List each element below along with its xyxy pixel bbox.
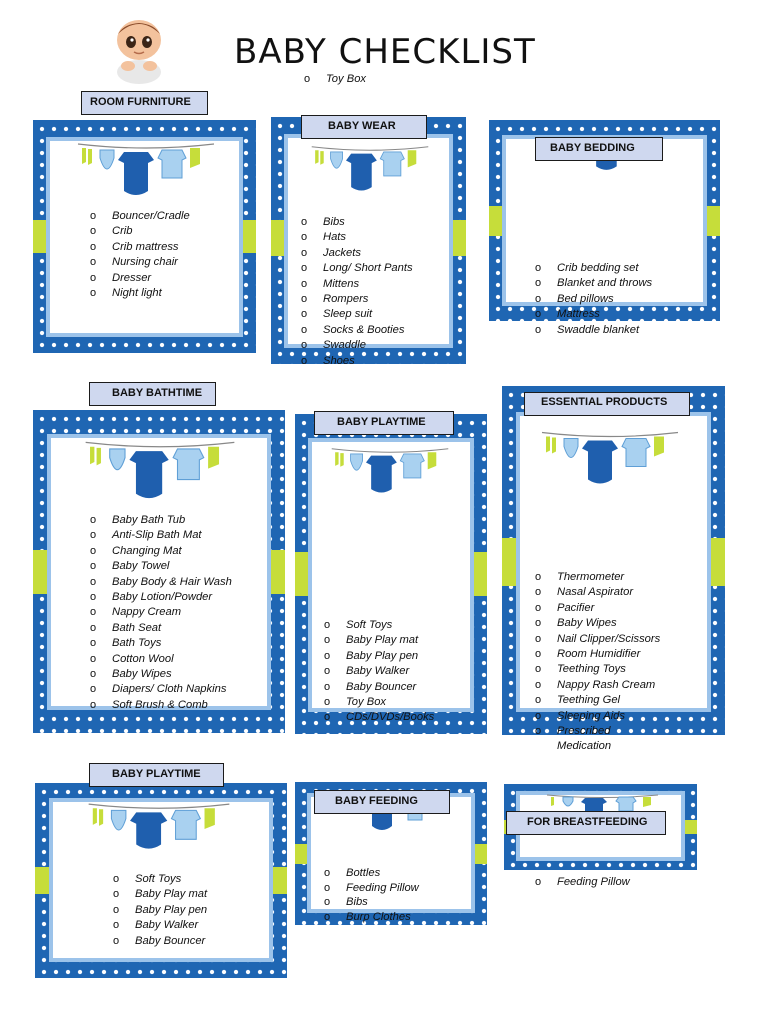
bullet: o <box>535 678 542 691</box>
list-item-text: Feeding Pillow <box>346 881 419 894</box>
list-item-text: Thermometer <box>557 571 625 583</box>
list-item-text: Soft Brush & Comb <box>112 698 208 711</box>
checklist <box>531 570 660 755</box>
list-item-text: Hats <box>323 231 347 244</box>
bullet: o <box>90 652 97 665</box>
list-item-text: Teething Toys <box>557 663 626 676</box>
list-item-text: Anti-Slip Bath Mat <box>112 529 202 542</box>
list-item <box>531 323 652 338</box>
list-item-text: Nasal Aspirator <box>557 586 634 599</box>
list-item <box>531 632 660 647</box>
bullet: o <box>113 903 120 916</box>
list-item <box>109 903 207 918</box>
clothesline-illustration-icon <box>76 140 216 210</box>
list-item-text: Cotton Wool <box>112 652 174 665</box>
bullet: o <box>90 591 97 604</box>
baby-illustration-icon <box>104 14 174 84</box>
list-item-text: Feeding Pillow <box>557 876 630 888</box>
list-item <box>320 866 419 881</box>
list-item-text: Teething Gel <box>557 694 621 707</box>
list-item <box>531 276 652 291</box>
bullet: o <box>535 323 542 336</box>
clothesline-illustration-icon <box>540 416 680 516</box>
list-item-text: Baby Play pen <box>135 903 208 916</box>
list-item-text: Nappy Rash Cream <box>557 678 656 691</box>
list-item-text: Dresser <box>112 271 152 284</box>
bullet: o <box>535 663 542 676</box>
bullet: o <box>90 683 97 696</box>
bullet: o <box>535 694 542 707</box>
list-item-text: Bibs <box>323 216 345 228</box>
section-label: ROOM FURNITURE <box>81 91 208 115</box>
bullet: o <box>324 896 331 908</box>
list-item <box>109 872 207 887</box>
list-item <box>320 664 434 679</box>
list-item <box>86 286 190 301</box>
list-item-text: Long/ Short Pants <box>323 262 413 275</box>
section-label: BABY WEAR <box>301 115 427 139</box>
list-item <box>320 710 434 725</box>
bullet: o <box>324 619 331 631</box>
bullet: o <box>90 225 97 238</box>
list-item-text: Soft Toys <box>346 619 393 631</box>
bullet: o <box>90 514 97 526</box>
list-item <box>320 680 434 695</box>
page-title: BABY CHECKLIST <box>234 32 536 72</box>
list-item: o Toy Box <box>300 72 366 87</box>
list-item <box>320 633 434 648</box>
list-item-text: Mattress <box>557 308 600 321</box>
bullet: o <box>324 881 331 894</box>
list-item-text: Rompers <box>323 293 369 306</box>
bullet: o <box>535 277 542 290</box>
list-item <box>297 277 413 292</box>
bullet: o <box>90 240 97 253</box>
list-item <box>531 875 630 890</box>
list-item <box>320 895 419 910</box>
list-item-text: Blanket and throws <box>557 277 653 290</box>
list-item <box>297 246 413 261</box>
list-item-text: Nappy Cream <box>112 606 182 619</box>
list-item-text: Night light <box>112 287 162 300</box>
list-item <box>86 698 232 713</box>
list-item-text: Baby Bouncer <box>346 680 417 693</box>
bullet: o <box>90 544 97 557</box>
bullet: o <box>301 277 308 290</box>
list-item <box>320 618 434 633</box>
list-item-text: Baby Wipes <box>112 668 172 681</box>
section-label: BABY FEEDING <box>314 790 450 814</box>
bullet: o <box>301 262 308 275</box>
list-item <box>109 918 207 933</box>
bullet: o <box>324 649 331 662</box>
bullet: o <box>535 262 542 274</box>
bullet: o <box>113 888 120 901</box>
list-item <box>320 695 434 710</box>
list-item <box>320 649 434 664</box>
bullet: o <box>90 621 97 634</box>
section-label: FOR BREASTFEEDING <box>506 811 666 835</box>
list-item-text: Baby Towel <box>112 560 170 573</box>
list-item-text: Baby Play pen <box>346 649 419 662</box>
list-item-text: CDs/DVDs/Books <box>346 711 435 724</box>
checklist <box>320 866 419 924</box>
list-item-text: Baby Walker <box>135 919 199 932</box>
clothesline-illustration-icon <box>310 138 430 213</box>
checklist <box>109 872 207 949</box>
bullet: o <box>301 308 308 321</box>
list-item <box>297 354 413 369</box>
list-item <box>297 230 413 245</box>
list-item <box>531 601 660 616</box>
bullet: o <box>535 586 542 599</box>
bullet: o <box>535 709 542 722</box>
list-item <box>297 338 413 353</box>
bullet: o <box>324 634 331 647</box>
list-item <box>531 570 660 585</box>
list-item <box>86 528 232 543</box>
list-item-text: Changing Mat <box>112 544 182 557</box>
list-item-text: Socks & Booties <box>323 323 405 336</box>
bullet: o <box>90 210 97 222</box>
list-item <box>320 910 419 925</box>
clothesline-illustration-icon <box>330 440 450 515</box>
bullet: o <box>90 529 97 542</box>
list-item <box>531 678 660 693</box>
bullet: o <box>90 698 97 711</box>
clothesline-illustration-icon <box>84 800 234 860</box>
list-item-text: Bouncer/Cradle <box>112 210 190 222</box>
checklist <box>531 875 630 890</box>
list-item-text: Sleeping Aids <box>557 709 625 722</box>
list-item-text: Bath Toys <box>112 637 162 650</box>
list-item-text: Baby Bath Tub <box>112 514 186 526</box>
list-item <box>297 292 413 307</box>
list-item <box>86 590 232 605</box>
clothesline-illustration-icon <box>352 810 432 838</box>
bullet: o <box>90 256 97 269</box>
checklist <box>297 215 413 369</box>
bullet: o <box>535 648 542 661</box>
bullet: o <box>324 711 331 724</box>
bullet: o <box>90 606 97 619</box>
checklist <box>86 513 232 713</box>
bullet: o <box>324 696 331 709</box>
list-item-text: Bottles <box>346 867 381 879</box>
list-item-text: Crib bedding set <box>557 262 639 274</box>
list-item <box>297 323 413 338</box>
section-label: BABY BATHTIME <box>89 382 216 406</box>
bullet: o <box>535 617 542 630</box>
list-item-text: Baby Bouncer <box>135 934 206 947</box>
list-item <box>86 544 232 559</box>
list-item <box>531 724 660 739</box>
list-item-text: Jackets <box>323 246 361 259</box>
bullet: o <box>535 725 542 738</box>
bullet: o <box>535 632 542 645</box>
bullet: o <box>90 560 97 573</box>
list-item-text: Prescribed <box>557 725 611 738</box>
bullet: o <box>301 231 308 244</box>
list-item-text: Room Humidifier <box>557 648 641 661</box>
list-item <box>86 271 190 286</box>
list-item <box>86 513 232 528</box>
list-item <box>86 255 190 270</box>
list-item-text: Bed pillows <box>557 292 614 305</box>
list-item-text: Swaddle <box>323 339 366 352</box>
list-item <box>297 215 413 230</box>
list-item <box>531 307 652 322</box>
list-item-text: Shoes <box>323 354 355 367</box>
bullet: o <box>113 934 120 947</box>
list-item-text: Baby Wipes <box>557 617 617 630</box>
bullet: o <box>301 293 308 306</box>
clothesline-illustration-icon <box>80 438 240 520</box>
list-item <box>297 307 413 322</box>
list-item <box>320 881 419 896</box>
checklist <box>531 261 652 338</box>
list-item-text: Baby Play mat <box>346 634 419 647</box>
checklist <box>320 618 434 726</box>
list-item <box>86 240 190 255</box>
list-item <box>109 887 207 902</box>
list-item-text: Bath Seat <box>112 621 162 634</box>
list-item-text: Soft Toys <box>135 873 182 885</box>
bullet: o <box>90 287 97 300</box>
section-label: BABY PLAYTIME <box>314 411 454 435</box>
list-item-text: Bibs <box>346 896 368 908</box>
list-item <box>531 616 660 631</box>
bullet: o <box>90 668 97 681</box>
bullet: o <box>301 339 308 352</box>
bullet: o <box>324 867 331 879</box>
list-item <box>109 934 207 949</box>
bullet: o <box>535 308 542 321</box>
section-label: ESSENTIAL PRODUCTS <box>524 392 690 416</box>
bullet: o <box>90 271 97 284</box>
list-item <box>531 585 660 600</box>
list-item-text: Baby Walker <box>346 665 410 678</box>
bullet: o <box>535 292 542 305</box>
bullet: o <box>90 637 97 650</box>
section-label: BABY BEDDING <box>535 137 663 161</box>
list-item <box>86 605 232 620</box>
bullet: o <box>301 354 308 367</box>
section-label: BABY PLAYTIME <box>89 763 224 787</box>
list-item <box>531 662 660 677</box>
list-item-text: Crib <box>112 225 133 238</box>
bullet: o <box>113 919 120 932</box>
list-item-text: Nail Clipper/Scissors <box>557 632 661 645</box>
list-item <box>86 209 190 224</box>
list-item-text: Swaddle blanket <box>557 323 640 336</box>
list-item-text: Crib mattress <box>112 240 179 253</box>
list-item <box>531 292 652 307</box>
list-item-text: Baby Play mat <box>135 888 208 901</box>
list-item <box>531 709 660 724</box>
list-item <box>86 682 232 697</box>
bullet: o <box>304 73 311 85</box>
list-item <box>86 652 232 667</box>
bullet: o <box>90 575 97 588</box>
list-item <box>86 667 232 682</box>
list-item <box>86 559 232 574</box>
list-item <box>86 575 232 590</box>
bullet: o <box>301 323 308 336</box>
list-item <box>531 261 652 276</box>
list-item-text: Burp Clothes <box>346 910 411 923</box>
top-item-list <box>300 72 366 87</box>
bullet: o <box>301 246 308 259</box>
bullet: o <box>301 216 308 228</box>
list-item <box>531 693 660 708</box>
list-item-text: Toy Box <box>346 696 387 709</box>
checklist <box>86 209 190 301</box>
bullet: o <box>113 873 120 885</box>
bullet: o <box>324 680 331 693</box>
list-item <box>86 621 232 636</box>
list-item-text: Diapers/ Cloth Napkins <box>112 683 227 696</box>
list-item-text: Mittens <box>323 277 360 290</box>
list-item <box>531 739 660 754</box>
list-item <box>86 224 190 239</box>
list-item-text: Sleep suit <box>323 308 373 321</box>
list-item-text: Baby Lotion/Powder <box>112 591 213 604</box>
list-item-text: Pacifier <box>557 601 595 614</box>
bullet: o <box>535 601 542 614</box>
bullet: o <box>535 876 542 888</box>
bullet: o <box>535 571 542 583</box>
list-item-text: Medication <box>557 740 612 753</box>
bullet: o <box>324 665 331 678</box>
list-item-text: Nursing chair <box>112 256 178 269</box>
list-item <box>86 636 232 651</box>
list-item <box>297 261 413 276</box>
list-item <box>531 647 660 662</box>
bullet: o <box>324 910 331 923</box>
list-item-text: Baby Body & Hair Wash <box>112 575 232 588</box>
